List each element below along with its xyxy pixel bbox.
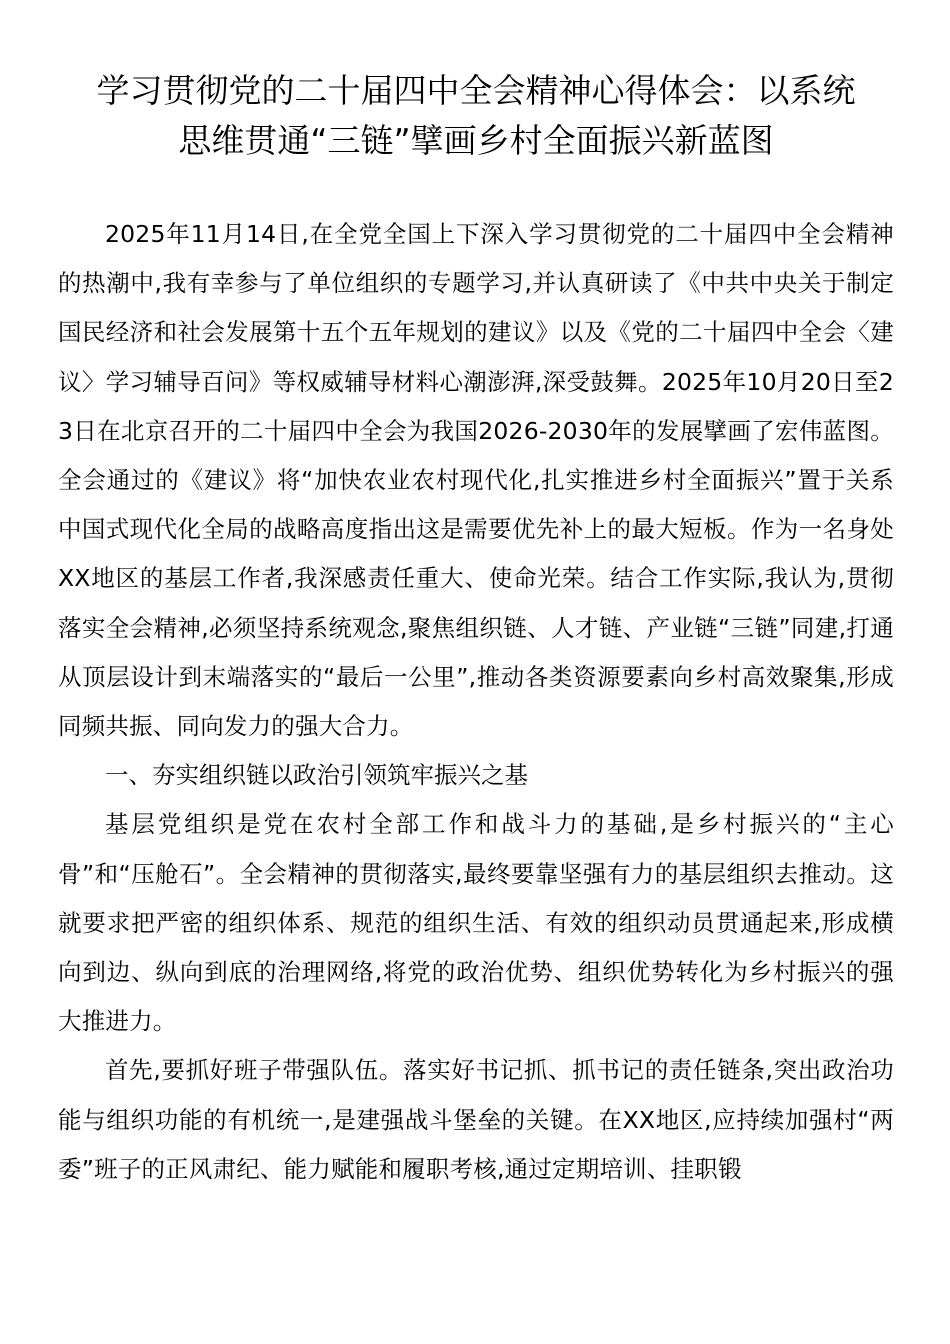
title-line-2: 思维贯通“三链”擘画乡村全面振兴新蓝图 — [178, 121, 774, 160]
document-title — [58, 66, 894, 166]
document-page — [58, 66, 894, 1194]
document-body — [58, 210, 894, 1194]
body-paragraph: 基层党组织是党在农村全部工作和战斗力的基础,是乡村振兴的“主心骨”和“压舱石”。全会精神的贯彻落实,最终要靠坚强有力的基层组织去推动。这就要求把严密的组织体系、规范的组织生活、有效的组织动员贯通起来,形成横向到边、纵向到底的治理网络,将党的政治优势、组织优势转化为乡村振兴的强大推进力。 — [58, 810, 894, 1036]
body-paragraph: 首先,要抓好班子带强队伍。落实好书记抓、抓书记的责任链条,突出政治功能与组织功能的有机统一,是建强战斗堡垒的关键。在XX地区,应持续加强村“两委”班子的正风肃纪、能力赋能和履职考核,通过定期培训、挂职锻 — [58, 1056, 894, 1183]
section-heading-1: 一、夯实组织链以政治引领筑牢振兴之基 — [105, 761, 528, 790]
intro-paragraph: 2025年11月14日,在全党全国上下深入学习贯彻党的二十届四中全会精神的热潮中,我有幸参与了单位组织的专题学习,并认真研读了《中共中央关于制定国民经济和社会发展第十五个五年规划的建议》以及《党的二十届四中全会〈建议〉学习辅导百问》等权威辅导材料心潮澎湃,深受鼓舞。2025年10月20日至23日在北京召开的二十届四中全会为我国2026-2030年的发展擘画了宏伟蓝图。全会通过的《建议》将“加快农业农村现代化,扎实推进乡村全面振兴”置于关系中国式现代化全局的战略高度指出这是需要优先补上的最大短板。作为一名身处XX地区的基层工作者,我深感责任重大、使命光荣。结合工作实际,我认为,贯彻落实全会精神,必须坚持系统观念,聚焦组织链、人才链、产业链“三链”同建,打通从顶层设计到末端落实的“最后一公里”,推动各类资源要素向乡村高效聚集,形成同频共振、同向发力的强大合力。 — [58, 220, 894, 741]
title-line-1: 学习贯彻党的二十届四中全会精神心得体会：以系统 — [96, 71, 856, 110]
